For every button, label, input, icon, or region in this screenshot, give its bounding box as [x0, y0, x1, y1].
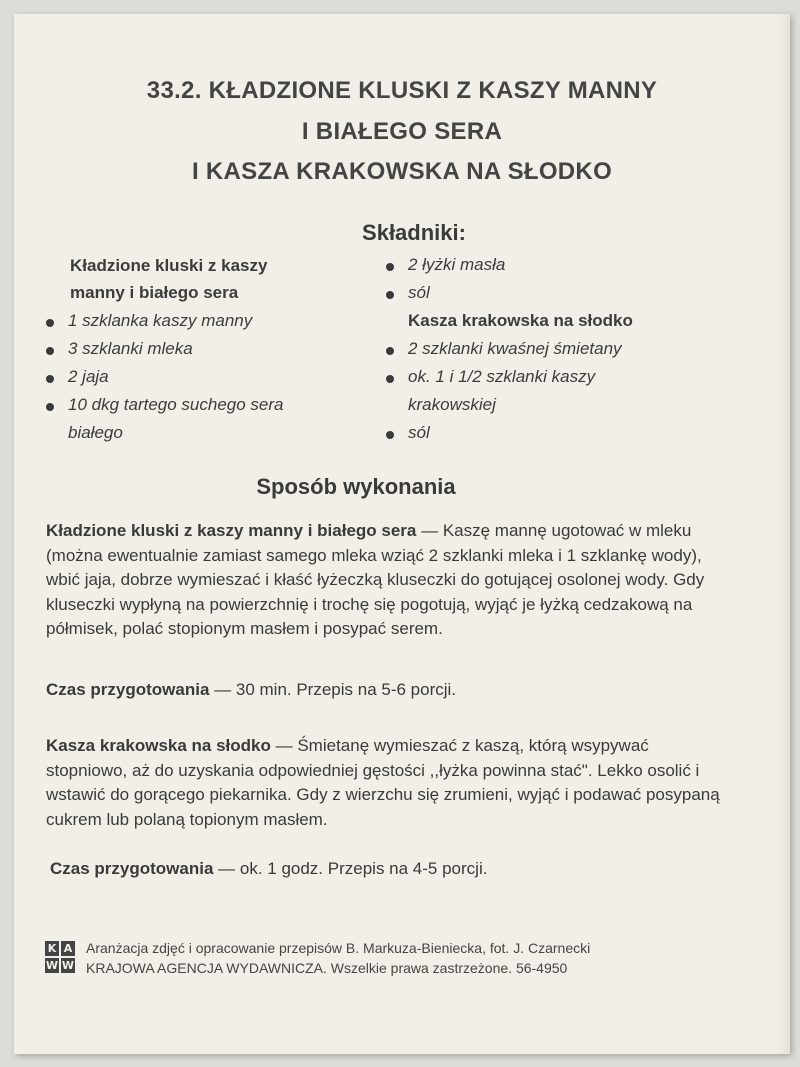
bullet-icon [46, 375, 54, 383]
ingredients-left-subtitle-2: manny i białego sera [70, 283, 239, 302]
bullet-icon [46, 319, 54, 327]
ingredient-item: 2 łyżki masła [408, 255, 506, 274]
time-text: — 30 min. Przepis na 5-6 porcji. [209, 680, 457, 699]
recipe-title-line-2: I BIAŁEGO SERA [301, 118, 503, 145]
ingredients-right-subtitle: Kasza krakowska na słodko [408, 311, 633, 330]
time-label: Czas przygotowania [46, 680, 210, 699]
recipe-2-paragraph [46, 734, 726, 832]
ingredient-item: 1 szklanka kaszy manny [68, 311, 253, 330]
bullet-icon [386, 263, 394, 271]
bullet-icon [386, 347, 394, 355]
ingredient-item: ok. 1 i 1/2 szklanki kaszy [408, 367, 596, 386]
method-heading: Sposób wykonania [256, 474, 456, 499]
footer-credits: Aranżacja zdjęć i opracowanie przepisów B. Markuza-Bieniecka, fot. J. Czarnecki [86, 940, 591, 956]
ingredients-left-subtitle-1: Kładzione kluski z kaszy [70, 256, 268, 275]
ingredient-item: 2 jaja [68, 367, 109, 386]
recipe-1-text: — Kaszę mannę ugotować w mleku (można ewentualnie zamiast samego mleka wziąć 2 szklanki mleka i 1 szklankę wody), wbić jaja, dobrze wymieszać i kłaść łyżeczką kluseczki do gotującej osolonej wody. Gdy kluseczki wypłyną na powierzchnię i trochę się pogotują, wyjąć je łyżką cedzakową na półmisek, polać stopionym masłem i posypać serem. [46, 521, 705, 638]
bullet-icon [386, 291, 394, 299]
recipe-2-text: — Śmietanę wymieszać z kaszą, którą wsypywać stopniowo, aż do uzyskania odpowiedniej gęstości ,,łyżka powinna stać". Lekko osolić i wstawić do gorącego piekarnika. Gdy z wierzchu się zrumieni, wyjąć i podawać posypaną cukrem lub polaną topionym masłem. [46, 736, 720, 829]
time-text: — ok. 1 godz. Przepis na 4-5 porcji. [213, 859, 488, 878]
ingredient-item-continued: krakowskiej [408, 395, 496, 414]
time-label: Czas przygotowania [50, 859, 214, 878]
footer-publisher: KRAJOWA AGENCJA WYDAWNICZA. Wszelkie prawa zastrzeżone. 56-4950 [86, 960, 568, 976]
recipe-title-line-3: I KASZA KRAKOWSKA NA SŁODKO [191, 158, 613, 185]
bullet-icon [386, 431, 394, 439]
recipe-card [14, 14, 790, 1054]
ingredient-item: sól [408, 423, 430, 442]
bullet-icon [46, 347, 54, 355]
recipe-2-time [50, 857, 730, 882]
logo-letter: A [61, 941, 75, 956]
logo-letter: W [45, 959, 59, 972]
ingredient-item: 10 dkg tartego suchego sera [68, 395, 284, 414]
ingredient-item: 3 szklanki mleka [68, 339, 193, 358]
logo-letter: K [45, 941, 59, 956]
ingredient-item: sól [408, 283, 430, 302]
ingredient-item-continued: białego [68, 423, 123, 442]
recipe-1-name: Kładzione kluski z kaszy manny i białego sera [46, 521, 417, 540]
ingredient-item: 2 szklanki kwaśnej śmietany [408, 339, 622, 358]
recipe-title-line-1: 33.2. KŁADZIONE KLUSKI Z KASZY MANNY [146, 77, 658, 104]
ingredients-heading: Składniki: [362, 220, 466, 245]
publisher-logo [45, 941, 77, 975]
recipe-2-name: Kasza krakowska na słodko [46, 736, 271, 755]
recipe-1-paragraph [46, 519, 726, 642]
bullet-icon [386, 375, 394, 383]
logo-letter: W [61, 959, 75, 972]
recipe-1-time [46, 678, 726, 703]
bullet-icon [46, 403, 54, 411]
